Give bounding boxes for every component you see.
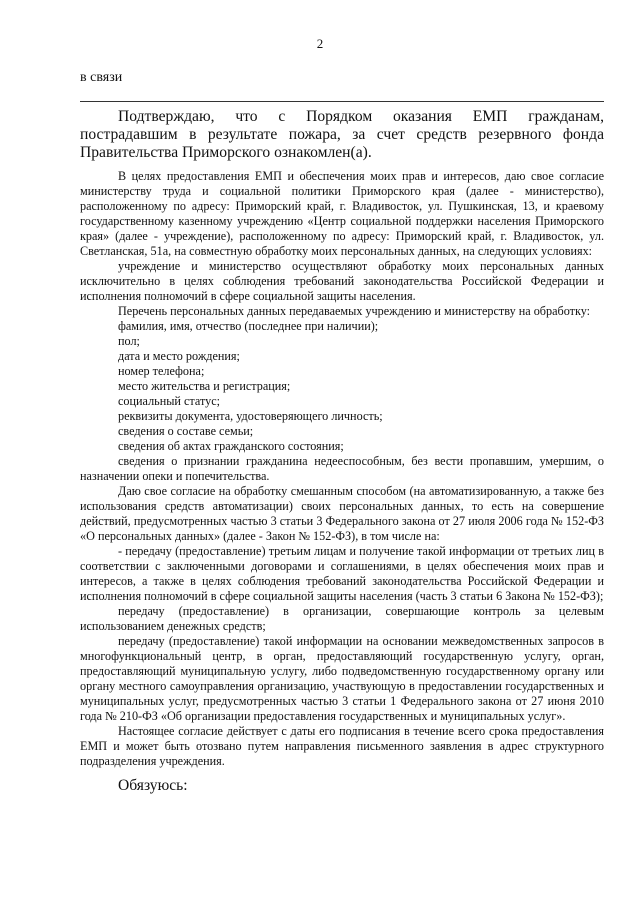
validity-paragraph: Настоящее согласие действует с даты его подписания в течение всего срока предоставления ЕМП и может быть отозвано путем направления письменного заявления в адрес структурного подразделения учреждения. — [80, 724, 604, 768]
processing-purpose-paragraph: учреждение и министерство осуществляют обработку моих персональных данных исключительно в целях соблюдения требований законодательства Российской Федерации и исполнения полномочий в сфере социальной защиты населения. — [80, 259, 604, 303]
data-list-item: дата и место рождения; — [118, 349, 240, 363]
data-list-item: сведения о составе семьи; — [118, 424, 254, 438]
page-number: 2 — [316, 36, 324, 51]
data-list-intro: Перечень персональных данных передаваемых учреждению и министерству на обработку: — [118, 304, 591, 318]
transfer-interagency-paragraph: передачу (предоставление) такой информации на основании межведомственных запросов в многофункциональный центр, в орган, предоставляющий государственную услугу, орган, предоставляющий муниципальную услугу, либо подведомственную государственному органу или органу местного самоуправления организацию, участвующую в предоставлении государственных и муниципальных услуг, предусмотренных частью 3 статьи 1 Федерального закона от 27 июня 2010 года № 210-ФЗ «Об организации предоставления государственных и муниципальных услуг». — [80, 634, 604, 723]
data-list-item: реквизиты документа, удостоверяющего личность; — [118, 409, 383, 423]
transfer-third-parties-paragraph: - передачу (предоставление) третьим лицам и получение такой информации от третьих лиц в соответствии с заключенными договорами и соглашениями, в целях обеспечения моих прав и интересов, а также в целях соблюдения требований законодательства Российской Федерации и исполнения полномочий в сфере социальной защиты населения (часть 3 статьи 6 Закона № 152-ФЗ); — [80, 544, 604, 603]
data-list-item: социальный статус; — [118, 394, 221, 408]
header-label: в связи — [80, 70, 123, 85]
data-list-item: фамилия, имя, отчество (последнее при наличии); — [118, 319, 379, 333]
document-body — [80, 108, 604, 795]
confirmation-paragraph: Подтверждаю, что с Порядком оказания ЕМП гражданам, пострадавшим в результате пожара, за счет средств резервного фонда Правительства Приморского ознакомлен(а). — [80, 108, 604, 161]
consent-intro-paragraph: В целях предоставления ЕМП и обеспечения моих прав и интересов, даю свое согласие министерству труда и социальной политики Приморского края (далее - министерство), расположенному по адресу: Приморский край, г. Владивосток, ул. Пушкинская, 13, и краевому государственному казенному учреждению «Центр социальной поддержки населения Приморского края» (далее - учреждение), расположенному по адресу: Приморский край, г. Владивосток, ул. Светланская, 51а, на совместную обработку моих персональных данных, на следующих условиях: — [80, 169, 604, 258]
mixed-processing-paragraph: Даю свое согласие на обработку смешанным способом (на автоматизированную, а также без использования средств автоматизации) своих персональных данных, то есть на совершение действий, предусмотренных частью 3 статьи 3 Федерального закона от 27 июля 2006 года № 152-ФЗ «О персональных данных» (далее - Закон № 152-ФЗ), в том числе на: — [80, 484, 604, 543]
data-list-item: сведения об актах гражданского состояния; — [118, 439, 344, 453]
obligation-heading: Обязуюсь: — [118, 777, 188, 794]
data-list-item: сведения о признании гражданина недееспособным, без вести пропавшим, умершим, о назначении опеки и попечительства. — [80, 454, 604, 483]
data-list-item: место жительства и регистрация; — [118, 379, 291, 393]
data-list-item: пол; — [118, 334, 140, 348]
data-list-item: номер телефона; — [118, 364, 205, 378]
transfer-control-paragraph: передачу (предоставление) в организации, совершающие контроль за целевым использованием денежных средств; — [80, 604, 604, 633]
header-rule — [80, 101, 604, 102]
